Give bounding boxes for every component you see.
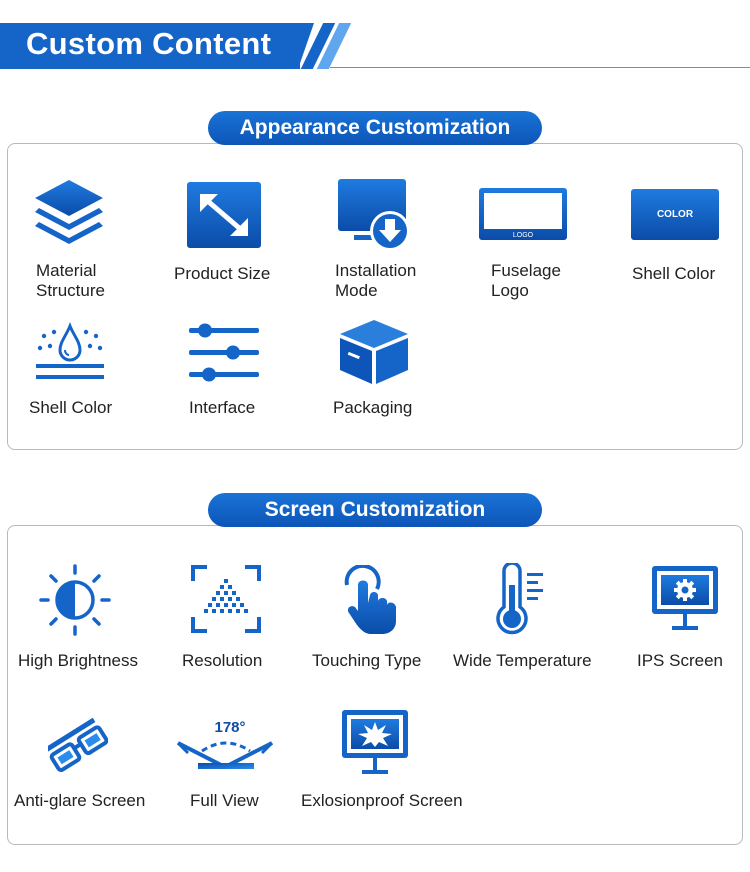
installation-mode-label: Installation Mode <box>335 261 417 300</box>
high-brightness-label: High Brightness <box>18 651 139 670</box>
brightness-icon <box>39 564 111 641</box>
svg-text:LOGO: LOGO <box>512 232 534 239</box>
logo-panel-icon <box>479 188 567 245</box>
layers-icon <box>33 178 105 255</box>
thermometer-icon <box>495 563 547 640</box>
exlosionproof-screen-label: Exlosionproof Screen <box>301 791 463 810</box>
ips-monitor-icon <box>652 566 718 637</box>
svg-text:COLOR: COLOR <box>656 209 694 220</box>
section-header <box>0 23 750 69</box>
color-panel-icon <box>631 189 719 245</box>
shell-color-label: Shell Color <box>632 264 716 283</box>
header-divider <box>330 67 750 68</box>
sliders-icon <box>189 321 259 388</box>
packaging-label: Packaging <box>333 398 413 417</box>
resize-arrows-icon <box>187 182 261 253</box>
touch-hand-icon <box>343 565 401 640</box>
ips-screen-label: IPS Screen <box>637 651 723 670</box>
touching-type-label: Touching Type <box>312 651 422 670</box>
interface-label: Interface <box>189 398 256 417</box>
view-angle-icon <box>176 715 274 778</box>
appearance-title: Appearance Customization <box>208 111 542 145</box>
wide-temperature-label: Wide Temperature <box>453 651 592 670</box>
anti-glare-screen-label: Anti-glare Screen <box>14 791 146 810</box>
svg-text:178°: 178° <box>214 719 246 736</box>
material-structure-label: Material Structure <box>36 261 105 300</box>
glasses-icon <box>48 718 108 781</box>
shell-color-label-2: Shell Color <box>29 398 113 417</box>
full-view-label: Full View <box>190 791 259 810</box>
waterproof-drop-icon <box>34 322 106 387</box>
explosion-monitor-icon <box>342 710 408 781</box>
screen-title: Screen Customization <box>208 493 542 527</box>
resolution-label: Resolution <box>182 651 263 670</box>
fuselage-logo-label: Fuselage Logo <box>491 261 561 300</box>
page-title: Custom Content <box>26 26 272 61</box>
resolution-icon <box>191 565 261 638</box>
box-icon <box>338 318 410 391</box>
monitor-download-icon <box>338 179 414 256</box>
product-size-label: Product Size <box>174 264 271 283</box>
